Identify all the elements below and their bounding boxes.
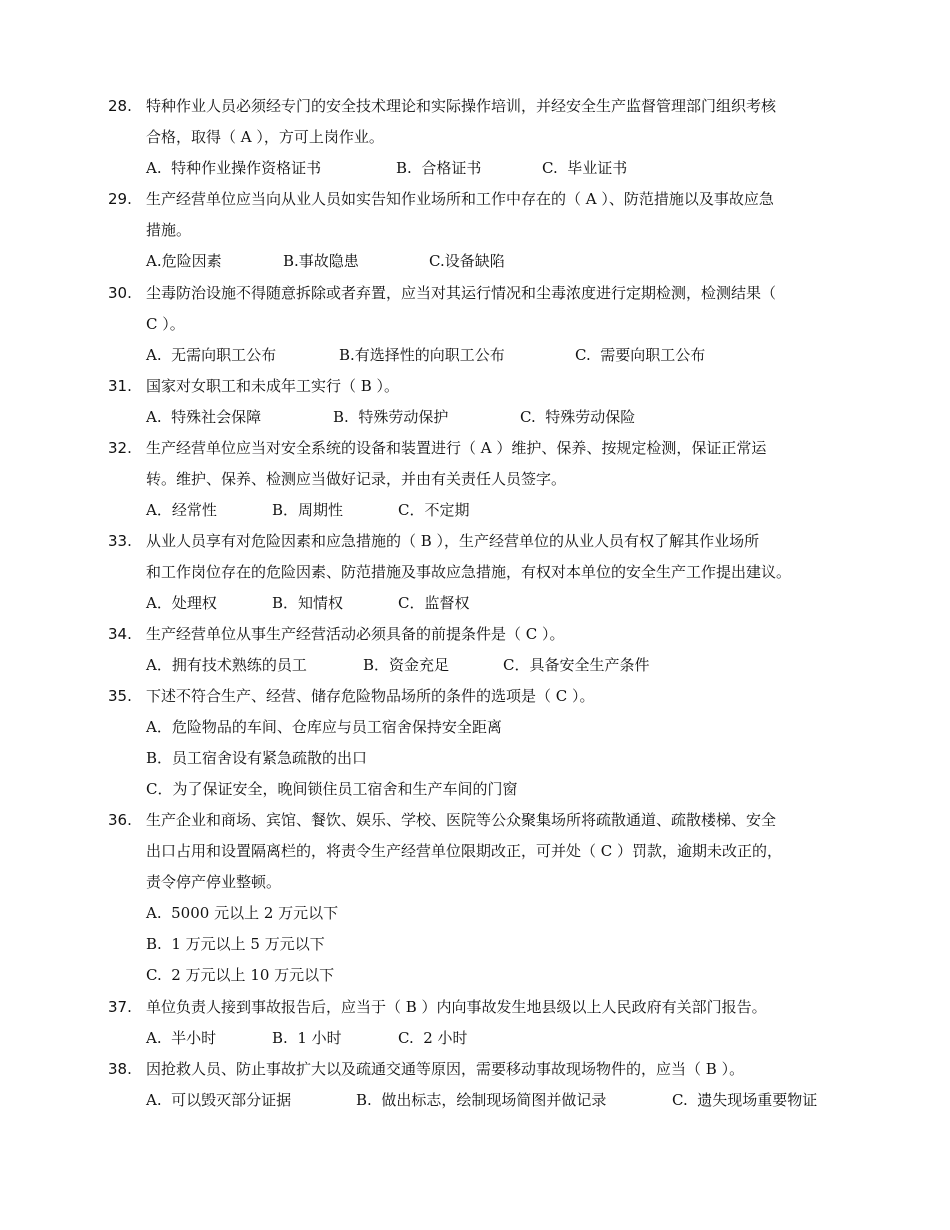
question-text: 国家对女职工和未成年工实行（ B ）。 — [146, 377, 400, 395]
question-text-cont: 和工作岗位存在的危险因素、防范措施及事故应急措施，有权对本单位的安全生产工作提出建议。 — [146, 563, 792, 581]
option-a: A. 特种作业操作资格证书 — [146, 159, 322, 177]
option-c: C. 2 小时 — [398, 1029, 468, 1047]
question-text: 下述不符合生产、经营、储存危险物品场所的条件的选项是（ C ）。 — [146, 687, 595, 705]
option-c: C. 毕业证书 — [542, 159, 628, 177]
question-35 — [108, 681, 890, 805]
question-number: 30. — [108, 284, 132, 302]
option-b: B. 合格证书 — [396, 159, 482, 177]
option-b: B.事故隐患 — [283, 252, 359, 270]
option-c: C．具备安全生产条件 — [503, 656, 650, 674]
option-c: C．监督权 — [398, 594, 470, 612]
question-text-cont: C ）。 — [146, 315, 185, 333]
question-number: 32. — [108, 439, 132, 457]
option-a: A．处理权 — [146, 594, 217, 612]
option-c: C.设备缺陷 — [429, 252, 505, 270]
option-c: C. 需要向职工公布 — [575, 346, 706, 364]
question-number: 29. — [108, 190, 132, 208]
question-number: 35. — [108, 687, 132, 705]
question-text: 因抢救人员、防止事故扩大以及疏通交通等原因，需要移动事故现场物件的，应当（ B ）。 — [146, 1060, 745, 1078]
question-text: 单位负责人接到事故报告后，应当于（ B ）内向事故发生地县级以上人民政府有关部门报告。 — [146, 998, 767, 1016]
question-33 — [108, 526, 890, 619]
option-a: A．经常性 — [146, 501, 217, 519]
question-30 — [108, 278, 890, 371]
question-text-cont: 合格，取得（ A ），方可上岗作业。 — [146, 128, 384, 146]
option-c: C. 2 万元以上 10 万元以下 — [146, 966, 335, 984]
option-a: A．拥有技术熟练的员工 — [146, 656, 307, 674]
question-text: 特种作业人员必须经专门的安全技术理论和实际操作培训，并经安全生产监督管理部门组织考核 — [146, 97, 777, 115]
options-row — [108, 650, 890, 681]
option-b: B．周期性 — [272, 501, 344, 519]
question-text: 从业人员享有对危险因素和应急措施的（ B ），生产经营单位的从业人员有权了解其作业场所 — [146, 532, 760, 550]
option-b: B．知情权 — [272, 594, 344, 612]
question-28 — [108, 91, 890, 184]
option-a: A. 半小时 — [146, 1029, 217, 1047]
question-text: 尘毒防治设施不得随意拆除或者弃置，应当对其运行情况和尘毒浓度进行定期检测，检测结果（ — [146, 284, 777, 302]
question-number: 38. — [108, 1060, 132, 1078]
option-b: B. 特殊劳动保护 — [333, 408, 449, 426]
question-text-cont: 责令停产停业整顿。 — [146, 873, 282, 891]
question-38 — [108, 1054, 890, 1116]
option-a: A.危险因素 — [146, 252, 222, 270]
option-b: B. 1 万元以上 5 万元以下 — [146, 935, 325, 953]
question-number: 36. — [108, 811, 132, 829]
options-row — [108, 1085, 890, 1116]
option-b: B.有选择性的向职工公布 — [339, 346, 505, 364]
option-a: A. 无需向职工公布 — [146, 346, 277, 364]
question-32 — [108, 433, 890, 526]
question-number: 28. — [108, 97, 132, 115]
option-a: A．危险物品的车间、仓库应与员工宿舍保持安全距离 — [146, 718, 502, 736]
question-number: 31. — [108, 377, 132, 395]
options-row — [108, 1023, 890, 1054]
question-text: 生产经营单位应当向从业人员如实告知作业场所和工作中存在的（ A ）、防范措施以及事故应急 — [146, 190, 774, 208]
option-c: C. 遗失现场重要物证 — [672, 1091, 818, 1109]
option-b: B．资金充足 — [363, 656, 450, 674]
option-a: A. 特殊社会保障 — [146, 408, 262, 426]
option-b: B．员工宿舍设有紧急疏散的出口 — [146, 749, 368, 767]
question-29 — [108, 184, 890, 277]
question-36 — [108, 805, 890, 991]
question-text: 生产企业和商场、宾馆、餐饮、娱乐、学校、医院等公众聚集场所将疏散通道、疏散楼梯、安全 — [146, 811, 777, 829]
option-b: B. 1 小时 — [272, 1029, 342, 1047]
question-number: 37. — [108, 998, 132, 1016]
question-37 — [108, 992, 890, 1054]
question-number: 33. — [108, 532, 132, 550]
option-a: A. 可以毁灭部分证据 — [146, 1091, 292, 1109]
options-row — [108, 246, 890, 277]
question-text-cont: 出口占用和设置隔离栏的，将责令生产经营单位限期改正，可并处（ C ）罚款，逾期未改正的， — [146, 842, 783, 860]
question-number: 34. — [108, 625, 132, 643]
option-c: C．不定期 — [398, 501, 470, 519]
option-c: C．为了保证安全，晚间锁住员工宿舍和生产车间的门窗 — [146, 780, 518, 798]
question-34 — [108, 619, 890, 681]
question-text-cont: 转。维护、保养、检测应当做好记录，并由有关责任人员签字。 — [146, 470, 567, 488]
option-b: B. 做出标志，绘制现场简图并做记录 — [356, 1091, 607, 1109]
options-row — [108, 588, 890, 619]
question-31 — [108, 371, 890, 433]
options-row — [108, 402, 890, 433]
options-row — [108, 340, 890, 371]
question-text-cont: 措施。 — [146, 221, 192, 239]
option-c: C. 特殊劳动保险 — [520, 408, 636, 426]
option-a: A. 5000 元以上 2 万元以下 — [146, 904, 339, 922]
options-row — [108, 153, 890, 184]
question-text: 生产经营单位从事生产经营活动必须具备的前提条件是（ C ）。 — [146, 625, 565, 643]
question-text: 生产经营单位应当对安全系统的设备和装置进行（ A ）维护、保养、按规定检测，保证正常运 — [146, 439, 767, 457]
options-row — [108, 495, 890, 526]
